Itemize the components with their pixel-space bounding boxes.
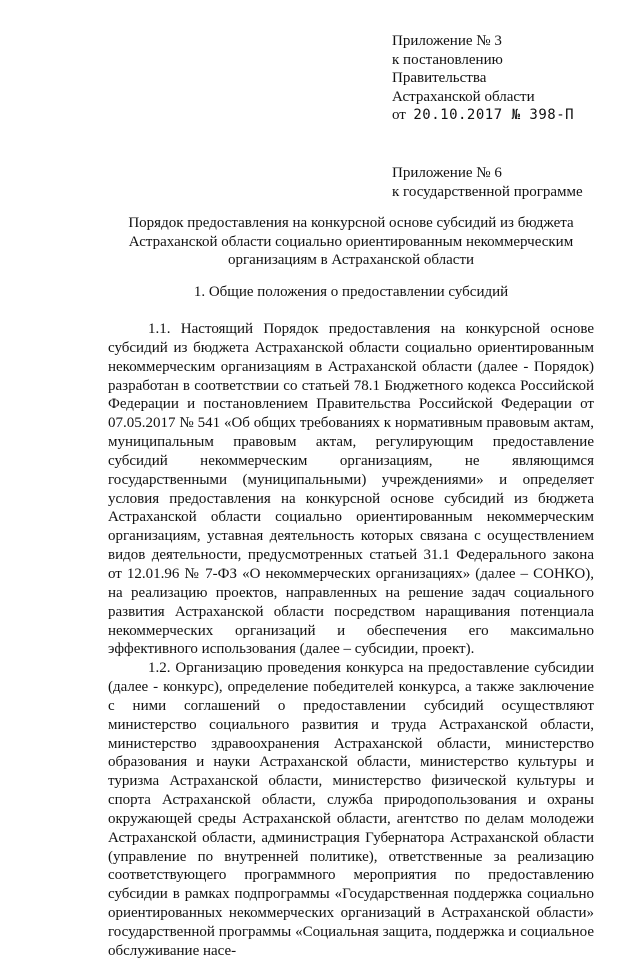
document-title: Порядок предоставления на конкурсной основе субсидий из бюджета Астраханской области социально ориентированным некоммерческим организациям в Астраханской области bbox=[128, 215, 574, 269]
appendix-3-ref: к постановлению bbox=[392, 51, 503, 68]
date-prefix: от bbox=[392, 107, 406, 124]
handwritten-date-number: 20.10.2017 № 398-П bbox=[413, 107, 575, 124]
paragraph-1-2: 1.2. Организацию проведения конкурса на предоставление субсидии (далее - конкурс), определение победителей конкурса, а также заключение с ними соглашений о предоставлении субсидий осуществляют министерство социального развития и труда Астраханской области, министерство здравоохранения Астраханской области, министерство образования и науки Астраханской области, министерство культуры и туризма Астраханской области, министерство физической культуры и спорта Астраханской области, служба природопользования и охраны окружающей среды Астраханской области, агентство по делам молодежи Астраханской области, администрация Губернатора Астраханской области (управление по внутренней политике), ответственные за реализацию соответствующего программного мероприятия по предоставлению субсидии в рамках подпрограммы «Государственная поддержка социально ориентированных некоммерческих организаций в Астраханской области» государственной программы «Социальная защита, поддержка и социальное обслуживание насе- bbox=[108, 660, 594, 959]
paragraph-1-1: 1.1. Настоящий Порядок предоставления на конкурсной основе субсидий из бюджета Астраханской области социально ориентированным некоммерческим организациям в Астраханской области (далее - Порядок) разработан в соответствии со статьей 78.1 Бюджетного кодекса Российской Федерации и постановлением Правительства Российской Федерации от 07.05.2017 № 541 «Об общих требованиях к нормативным правовым актам, муниципальным правовым актам, регулирующим предоставление субсидий некоммерческим организациям, не являющимся государственными (муниципальными) учреждениями» и определяет условия предоставления на конкурсной основе субсидий из бюджета Астраханской области социально ориентированным некоммерческим организациям, уставная деятельность которых связана с осуществлением видов деятельности, предусмотренных статьей 31.1 Федерального закона от 12.01.96 № 7-ФЗ «О некоммерческих организациях» (далее – СОНКО), на реализацию проектов, направленных на решение задач социального развития Астраханской области посредством наращивания потенциала некоммерческих организаций и обеспечения его максимально эффективного использования (далее – субсидии, проект). bbox=[108, 321, 594, 658]
appendix-6-block bbox=[392, 164, 583, 201]
appendix-3-issuer: Правительства bbox=[392, 70, 487, 87]
appendix-3-region: Астраханской области bbox=[392, 88, 535, 105]
appendix-6-ref: к государственной программе bbox=[392, 183, 583, 200]
section-1-body bbox=[108, 320, 594, 961]
section-1-heading: 1. Общие положения о предоставлении субсидий bbox=[193, 284, 509, 300]
appendix-6-number: Приложение № 6 bbox=[392, 165, 502, 181]
appendix-3-number: Приложение № 3 bbox=[392, 33, 502, 49]
appendix-3-date-line bbox=[392, 106, 574, 125]
appendix-3-block bbox=[392, 32, 574, 125]
